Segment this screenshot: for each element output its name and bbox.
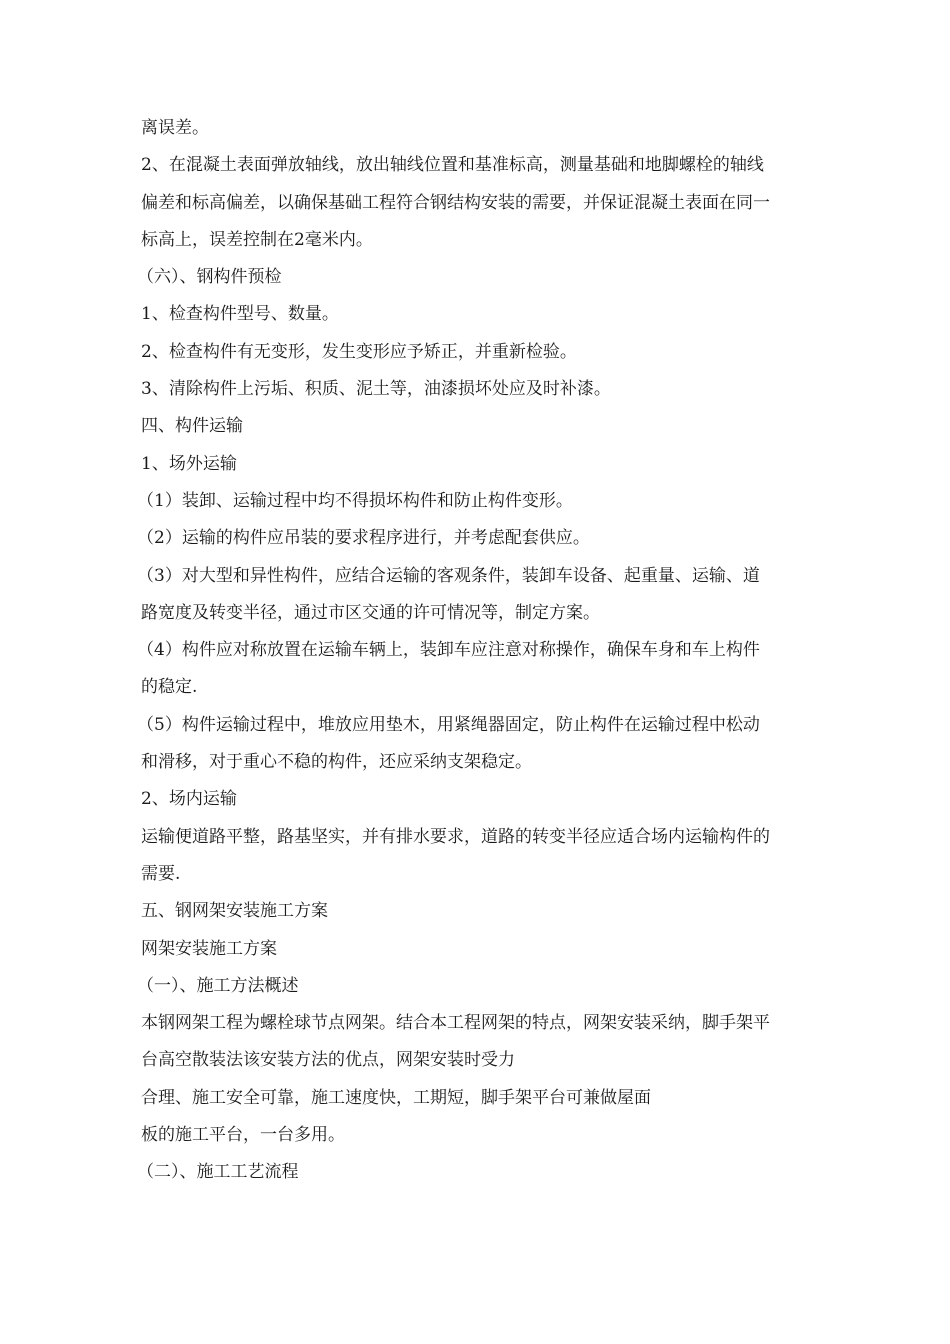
- text-line: 的稳定.: [141, 677, 198, 698]
- section-heading: （一）、施工方法概述: [137, 975, 299, 996]
- text-line: 运输便道路平整，路基坚实，并有排水要求，道路的转变半径应适合场内运输构件的: [141, 826, 770, 847]
- subsection-heading: 1、场外运输: [141, 453, 237, 474]
- text-line: 离误差。: [141, 118, 209, 138]
- text-line: 板的施工平台，一台多用。: [141, 1125, 345, 1146]
- section-heading: 五、钢网架安装施工方案: [141, 901, 328, 922]
- document-body: [137, 110, 821, 1192]
- section-heading: 网架安装施工方案: [141, 938, 277, 959]
- text-line: 合理、施工安全可靠，施工速度快，工期短，脚手架平台可兼做屋面: [141, 1087, 651, 1108]
- text-line: 台高空散装法该安装方法的优点，网架安装时受力: [141, 1050, 515, 1071]
- text-line: 路宽度及转变半径，通过市区交通的许可情况等，制定方案。: [141, 602, 600, 623]
- section-heading: （二）、施工工艺流程: [137, 1162, 299, 1183]
- text-line: 2、检查构件有无变形，发生变形应予矫正，并重新检验。: [141, 341, 577, 362]
- section-heading: 四、构件运输: [141, 416, 243, 437]
- text-line: （4）构件应对称放置在运输车辆上，装卸车应注意对称操作，确保车身和车上构件: [137, 640, 760, 661]
- text-line: 2、在混凝土表面弹放轴线，放出轴线位置和基准标高，测量基础和地脚螺栓的轴线: [141, 155, 764, 176]
- text-line: 1、检查构件型号、数量。: [141, 304, 339, 325]
- subsection-heading: 2、场内运输: [141, 789, 237, 810]
- text-line: 需要.: [141, 863, 181, 884]
- text-line: 偏差和标高偏差，以确保基础工程符合钢结构安装的需要，并保证混凝土表面在同一: [141, 192, 770, 213]
- text-line: （5）构件运输过程中，堆放应用垫木，用紧绳器固定，防止构件在运输过程中松动: [137, 714, 760, 735]
- text-line: 本钢网架工程为螺栓球节点网架。结合本工程网架的特点，网架安装采纳，脚手架平: [141, 1013, 770, 1034]
- text-line: 标高上，误差控制在2毫米内。: [141, 229, 373, 250]
- text-line: （1）装卸、运输过程中均不得损坏构件和防止构件变形。: [137, 490, 573, 511]
- text-line: 和滑移，对于重心不稳的构件，还应采纳支架稳定。: [141, 752, 532, 773]
- text-line: 3、清除构件上污垢、积质、泥土等，油漆损坏处应及时补漆。: [141, 379, 611, 400]
- section-heading: （六）、钢构件预检: [137, 267, 282, 288]
- text-line: （2）运输的构件应吊装的要求程序进行，并考虑配套供应。: [137, 528, 590, 549]
- text-line: （3）对大型和异性构件，应结合运输的客观条件，装卸车设备、起重量、运输、道: [137, 565, 760, 586]
